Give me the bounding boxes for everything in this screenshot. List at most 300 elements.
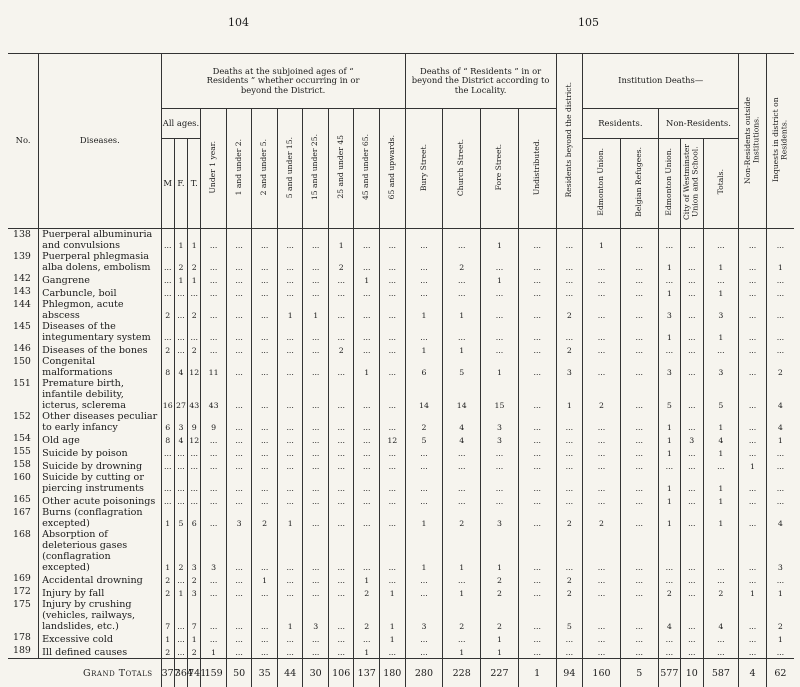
row-cell: ... xyxy=(226,632,252,645)
row-cell: 2 xyxy=(481,586,519,599)
row-cell: 2 xyxy=(328,251,354,273)
row-cell: ... xyxy=(174,599,187,632)
grand-total-cell: 1 xyxy=(518,659,556,687)
row-cell: ... xyxy=(766,472,794,494)
row-cell: ... xyxy=(739,446,767,459)
row-disease: Suicide by poison xyxy=(39,446,161,459)
row-cell: ... xyxy=(328,299,354,321)
row-cell: 3 xyxy=(174,411,187,433)
row-cell: 3 xyxy=(405,599,443,632)
row-cell: ... xyxy=(354,321,380,343)
row-disease: Diseases of the bones xyxy=(39,343,161,356)
row-cell: ... xyxy=(739,599,767,632)
row-cell: 7 xyxy=(161,599,174,632)
row-cell: ... xyxy=(620,459,658,472)
row-cell: ... xyxy=(328,472,354,494)
header-inquests: Inquests in district on Residents. xyxy=(772,80,789,200)
row-cell: ... xyxy=(739,356,767,378)
table-body xyxy=(8,229,794,659)
row-cell: 1 xyxy=(405,529,443,573)
row-cell: 1 xyxy=(556,378,583,411)
row-cell: ... xyxy=(379,494,405,507)
row-cell: ... xyxy=(328,599,354,632)
row-cell: ... xyxy=(583,632,621,645)
row-cell: 1 xyxy=(354,356,380,378)
row-cell: ... xyxy=(277,229,303,252)
row-cell: 2 xyxy=(556,507,583,529)
row-cell: 4 xyxy=(174,433,187,446)
row-cell: ... xyxy=(405,321,443,343)
header-age-2-cell xyxy=(252,109,278,229)
page-number-left: 104 xyxy=(228,16,249,29)
row-cell: ... xyxy=(681,286,703,299)
row-cell: ... xyxy=(405,446,443,459)
row-cell: 1 xyxy=(481,273,519,286)
row-number: 143 xyxy=(8,286,39,299)
row-cell: 1 xyxy=(201,645,227,659)
row-cell: ... xyxy=(739,286,767,299)
row-cell: 1 xyxy=(766,251,794,273)
row-cell: ... xyxy=(620,251,658,273)
row-cell: ... xyxy=(201,599,227,632)
row-cell: ... xyxy=(739,229,767,252)
row-cell: 1 xyxy=(703,494,739,507)
row-cell: ... xyxy=(481,286,519,299)
row-cell: ... xyxy=(303,321,329,343)
table-row xyxy=(8,251,794,273)
row-cell: ... xyxy=(277,343,303,356)
row-cell: ... xyxy=(174,286,187,299)
page-number-right: 105 xyxy=(578,16,599,29)
table-row xyxy=(8,299,794,321)
row-cell: ... xyxy=(658,573,680,586)
row-cell: 3 xyxy=(481,433,519,446)
row-cell: ... xyxy=(739,529,767,573)
row-cell: 6 xyxy=(188,507,201,529)
row-cell: ... xyxy=(252,529,278,573)
row-cell: ... xyxy=(252,586,278,599)
row-cell: 1 xyxy=(443,586,481,599)
row-cell: ... xyxy=(201,494,227,507)
row-cell: 4 xyxy=(703,433,739,446)
header-residents: Residents. xyxy=(583,109,659,139)
row-cell: ... xyxy=(277,321,303,343)
row-cell: 1 xyxy=(161,507,174,529)
row-cell: ... xyxy=(739,472,767,494)
row-cell: ... xyxy=(328,494,354,507)
row-cell: 43 xyxy=(188,378,201,411)
row-cell: ... xyxy=(518,286,556,299)
row-cell: ... xyxy=(354,286,380,299)
table-row xyxy=(8,472,794,494)
row-cell: ... xyxy=(681,273,703,286)
header-edmonton-nonres-cell xyxy=(658,139,680,229)
row-number: 169 xyxy=(8,573,39,586)
row-cell: 1 xyxy=(703,251,739,273)
row-cell: 11 xyxy=(201,356,227,378)
row-cell: 4 xyxy=(658,599,680,632)
row-cell: 5 xyxy=(443,356,481,378)
row-cell: ... xyxy=(379,446,405,459)
row-cell: 2 xyxy=(556,343,583,356)
row-cell: ... xyxy=(556,321,583,343)
row-cell: ... xyxy=(354,411,380,433)
row-cell: ... xyxy=(328,645,354,659)
grand-total-cell: 44 xyxy=(277,659,303,687)
row-cell: ... xyxy=(226,343,252,356)
row-cell: ... xyxy=(405,472,443,494)
row-cell: ... xyxy=(252,446,278,459)
row-cell: ... xyxy=(405,459,443,472)
row-cell: ... xyxy=(518,599,556,632)
row-cell: 4 xyxy=(766,378,794,411)
row-cell: ... xyxy=(681,356,703,378)
row-cell: 2 xyxy=(188,645,201,659)
row-cell: ... xyxy=(174,459,187,472)
row-cell: ... xyxy=(583,573,621,586)
header-locality-3-cell xyxy=(518,109,556,229)
row-cell: 3 xyxy=(681,433,703,446)
header-locality-group: Deaths of “ Residents ” in or beyond the District according to the Locality. xyxy=(405,54,556,109)
row-cell: 1 xyxy=(405,343,443,356)
row-cell: 6 xyxy=(405,356,443,378)
row-cell: ... xyxy=(620,632,658,645)
row-cell: ... xyxy=(739,321,767,343)
row-cell: ... xyxy=(658,229,680,252)
row-number: 178 xyxy=(8,632,39,645)
row-cell: ... xyxy=(379,299,405,321)
row-cell: 4 xyxy=(766,507,794,529)
row-cell: ... xyxy=(739,343,767,356)
row-cell: ... xyxy=(328,273,354,286)
row-cell: 3 xyxy=(188,529,201,573)
row-disease: Gangrene xyxy=(39,273,161,286)
row-cell: 1 xyxy=(481,229,519,252)
row-cell: ... xyxy=(658,529,680,573)
row-cell: ... xyxy=(703,459,739,472)
row-cell: 1 xyxy=(328,229,354,252)
row-cell: ... xyxy=(226,529,252,573)
row-cell: ... xyxy=(252,343,278,356)
row-cell: 2 xyxy=(658,586,680,599)
row-cell: 3 xyxy=(303,599,329,632)
row-cell: ... xyxy=(556,229,583,252)
row-cell: ... xyxy=(703,229,739,252)
row-cell: ... xyxy=(303,251,329,273)
row-cell: 3 xyxy=(658,299,680,321)
row-cell: ... xyxy=(739,494,767,507)
row-cell: ... xyxy=(379,343,405,356)
row-cell: ... xyxy=(303,229,329,252)
row-cell: ... xyxy=(328,378,354,411)
row-cell: 2 xyxy=(188,343,201,356)
header-m: M xyxy=(161,139,174,229)
row-cell: 2 xyxy=(443,599,481,632)
row-cell: ... xyxy=(681,378,703,411)
row-cell: ... xyxy=(174,321,187,343)
row-number: 144 xyxy=(8,299,39,321)
row-cell: ... xyxy=(201,229,227,252)
row-disease: Phlegmon, acute abscess xyxy=(39,299,161,321)
table-row xyxy=(8,573,794,586)
row-cell: ... xyxy=(739,378,767,411)
row-cell: ... xyxy=(620,446,658,459)
row-cell: 1 xyxy=(379,599,405,632)
row-cell: ... xyxy=(681,299,703,321)
row-cell: ... xyxy=(518,273,556,286)
row-cell: 1 xyxy=(277,507,303,529)
row-cell: ... xyxy=(379,472,405,494)
row-cell: ... xyxy=(161,446,174,459)
header-non-residents: Non-Residents. xyxy=(658,109,739,139)
header-diseases: Diseases. xyxy=(39,54,161,229)
row-cell: ... xyxy=(556,286,583,299)
row-cell: ... xyxy=(739,507,767,529)
row-cell: ... xyxy=(620,529,658,573)
row-number: 172 xyxy=(8,586,39,599)
row-cell: ... xyxy=(766,299,794,321)
header-edmonton-union-res: Edmonton Union. xyxy=(597,148,606,216)
row-cell: ... xyxy=(252,632,278,645)
row-cell: ... xyxy=(354,494,380,507)
row-cell: ... xyxy=(354,343,380,356)
row-cell: ... xyxy=(518,378,556,411)
row-cell: ... xyxy=(766,321,794,343)
header-locality: Fore Street. xyxy=(495,144,504,190)
row-cell: ... xyxy=(518,356,556,378)
table-row xyxy=(8,433,794,446)
row-cell: ... xyxy=(252,378,278,411)
row-cell: ... xyxy=(174,446,187,459)
row-cell: ... xyxy=(303,356,329,378)
row-cell: ... xyxy=(226,586,252,599)
row-cell: 2 xyxy=(583,378,621,411)
header-all-ages: All ages. xyxy=(161,109,201,139)
row-cell: 1 xyxy=(379,632,405,645)
row-disease: Carbuncle, boil xyxy=(39,286,161,299)
row-cell: ... xyxy=(188,286,201,299)
table-row xyxy=(8,586,794,599)
row-cell: ... xyxy=(405,645,443,659)
row-cell: ... xyxy=(681,573,703,586)
grand-total-cell: 180 xyxy=(379,659,405,687)
row-cell: ... xyxy=(226,229,252,252)
row-cell: ... xyxy=(481,321,519,343)
row-cell: 2 xyxy=(174,529,187,573)
row-cell: ... xyxy=(620,586,658,599)
row-cell: ... xyxy=(328,286,354,299)
row-cell: 2 xyxy=(481,599,519,632)
row-cell: ... xyxy=(226,299,252,321)
header-age-band: 65 and upwards. xyxy=(388,135,397,199)
header-westminster: City of Westminster Union and School. xyxy=(683,139,700,225)
row-cell: 2 xyxy=(188,251,201,273)
row-cell: ... xyxy=(252,356,278,378)
row-cell: ... xyxy=(201,446,227,459)
row-cell: 16 xyxy=(161,378,174,411)
table-row xyxy=(8,343,794,356)
row-number: 151 xyxy=(8,378,39,411)
row-cell: ... xyxy=(556,494,583,507)
row-cell: ... xyxy=(328,586,354,599)
table-row xyxy=(8,378,794,411)
row-cell: ... xyxy=(226,494,252,507)
row-cell: ... xyxy=(379,507,405,529)
grand-total-cell: 160 xyxy=(583,659,621,687)
row-cell: ... xyxy=(681,645,703,659)
row-cell: ... xyxy=(379,251,405,273)
grand-total-cell: 30 xyxy=(303,659,329,687)
row-cell: ... xyxy=(201,321,227,343)
table-row xyxy=(8,273,794,286)
row-cell: ... xyxy=(739,299,767,321)
row-cell: 1 xyxy=(443,343,481,356)
row-cell: ... xyxy=(188,321,201,343)
row-cell: ... xyxy=(201,286,227,299)
row-cell: ... xyxy=(766,459,794,472)
row-cell: 1 xyxy=(739,459,767,472)
row-cell: ... xyxy=(583,472,621,494)
row-cell: 1 xyxy=(443,645,481,659)
mortality-table xyxy=(8,53,794,687)
grand-total-cell: 159 xyxy=(201,659,227,687)
row-cell: ... xyxy=(620,433,658,446)
row-cell: 1 xyxy=(766,632,794,645)
row-cell: ... xyxy=(481,446,519,459)
row-cell: ... xyxy=(161,229,174,252)
row-cell: ... xyxy=(583,645,621,659)
row-cell: 7 xyxy=(188,599,201,632)
row-cell: ... xyxy=(303,273,329,286)
row-cell: ... xyxy=(766,573,794,586)
header-institution-group: Institution Deaths— xyxy=(583,54,739,109)
grand-total-cell: 280 xyxy=(405,659,443,687)
header-locality: Undistributed. xyxy=(533,139,542,195)
row-cell: ... xyxy=(303,411,329,433)
row-disease: Diseases of the integumentary system xyxy=(39,321,161,343)
row-cell: ... xyxy=(583,356,621,378)
row-cell: ... xyxy=(303,529,329,573)
row-cell: ... xyxy=(443,229,481,252)
row-disease: Accidental drowning xyxy=(39,573,161,586)
row-cell: ... xyxy=(620,378,658,411)
row-number: 145 xyxy=(8,321,39,343)
row-cell: ... xyxy=(303,378,329,411)
row-number: 160 xyxy=(8,472,39,494)
row-cell: ... xyxy=(518,321,556,343)
table-row xyxy=(8,599,794,632)
row-cell: 1 xyxy=(405,507,443,529)
row-cell: 1 xyxy=(379,586,405,599)
row-cell: ... xyxy=(481,251,519,273)
row-cell: 1 xyxy=(174,273,187,286)
row-cell: ... xyxy=(277,251,303,273)
row-cell: ... xyxy=(328,529,354,573)
row-cell: ... xyxy=(379,378,405,411)
row-cell: 2 xyxy=(354,599,380,632)
row-cell: ... xyxy=(328,507,354,529)
row-cell: ... xyxy=(328,411,354,433)
row-cell: 5 xyxy=(658,378,680,411)
row-cell: ... xyxy=(379,459,405,472)
row-cell: ... xyxy=(681,494,703,507)
row-cell: ... xyxy=(277,356,303,378)
row-cell: ... xyxy=(620,507,658,529)
row-cell: 1 xyxy=(703,446,739,459)
row-cell: ... xyxy=(277,573,303,586)
row-cell: ... xyxy=(226,472,252,494)
header-age-7-cell xyxy=(379,109,405,229)
grand-total-cell: 35 xyxy=(252,659,278,687)
row-number: 152 xyxy=(8,411,39,433)
header-age-band: 45 and under 65. xyxy=(362,134,371,200)
row-cell: ... xyxy=(354,529,380,573)
row-number: 142 xyxy=(8,273,39,286)
grand-total-cell: 4 xyxy=(739,659,767,687)
row-cell: ... xyxy=(174,573,187,586)
row-cell: ... xyxy=(174,645,187,659)
header-locality: Church Street. xyxy=(457,139,466,196)
row-cell: ... xyxy=(379,573,405,586)
row-cell: 1 xyxy=(481,632,519,645)
row-cell: ... xyxy=(161,494,174,507)
row-cell: ... xyxy=(443,472,481,494)
row-cell: 1 xyxy=(443,299,481,321)
row-cell: 2 xyxy=(443,507,481,529)
row-cell: ... xyxy=(252,273,278,286)
grand-totals-row xyxy=(8,659,794,687)
row-cell: ... xyxy=(201,299,227,321)
row-cell: ... xyxy=(681,507,703,529)
row-number: 158 xyxy=(8,459,39,472)
header-inquests-cell xyxy=(766,54,794,229)
row-cell: ... xyxy=(518,411,556,433)
grand-total-cell: 587 xyxy=(703,659,739,687)
row-cell: ... xyxy=(405,273,443,286)
row-number: 139 xyxy=(8,251,39,273)
row-cell: 3 xyxy=(556,356,583,378)
row-cell: 1 xyxy=(658,286,680,299)
row-cell: ... xyxy=(518,586,556,599)
grand-total-cell: 137 xyxy=(354,659,380,687)
row-cell: ... xyxy=(328,321,354,343)
row-cell: ... xyxy=(277,273,303,286)
row-cell: ... xyxy=(681,599,703,632)
row-cell: ... xyxy=(252,459,278,472)
row-cell: ... xyxy=(443,446,481,459)
row-cell: 3 xyxy=(481,411,519,433)
row-cell: 5 xyxy=(556,599,583,632)
row-cell: ... xyxy=(766,343,794,356)
row-cell: ... xyxy=(556,472,583,494)
row-cell: ... xyxy=(620,411,658,433)
row-cell: ... xyxy=(303,645,329,659)
row-cell: ... xyxy=(328,573,354,586)
row-cell: 2 xyxy=(188,573,201,586)
row-cell: ... xyxy=(681,251,703,273)
row-disease: Congenital malformations xyxy=(39,356,161,378)
row-cell: 1 xyxy=(303,299,329,321)
row-cell: 2 xyxy=(161,573,174,586)
row-cell: 8 xyxy=(161,356,174,378)
row-cell: ... xyxy=(583,343,621,356)
header-age-6-cell xyxy=(354,109,380,229)
row-cell: ... xyxy=(226,599,252,632)
row-cell: ... xyxy=(174,299,187,321)
row-cell: ... xyxy=(583,273,621,286)
row-cell: ... xyxy=(766,273,794,286)
table-row xyxy=(8,632,794,645)
